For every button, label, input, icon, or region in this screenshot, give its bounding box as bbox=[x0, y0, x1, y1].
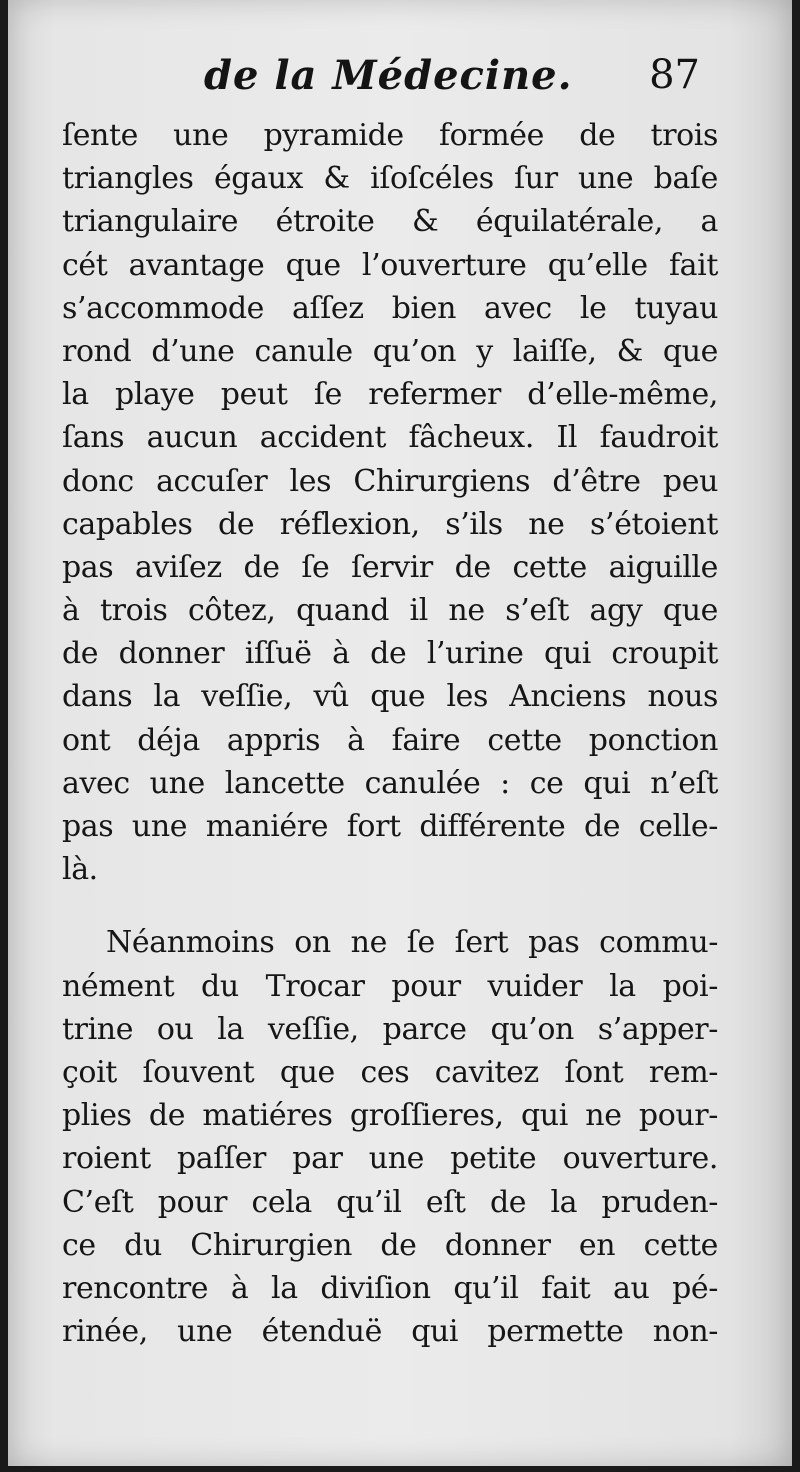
text-line: là. bbox=[62, 852, 98, 888]
text-line: donc accuſer les Chirurgiens d’être peu bbox=[62, 463, 718, 499]
text-line: rond d’une canule qu’on y laiſſe, & que bbox=[62, 333, 718, 369]
paragraph bbox=[62, 921, 718, 1353]
text-line: pas une maniére fort différente de celle- bbox=[62, 809, 718, 844]
text-line: roient paſſer par une petite ouverture. bbox=[62, 1141, 718, 1177]
text-line: plies de matiéres groſſieres, qui ne pour- bbox=[62, 1098, 718, 1134]
text-line: ont déja appris à faire cette ponction bbox=[62, 722, 718, 758]
running-title: de la Médecine. bbox=[204, 52, 573, 99]
paragraph bbox=[62, 114, 718, 891]
text-line: ſente une pyramide formée de trois bbox=[62, 118, 718, 153]
text-line: triangles égaux & iſoſcéles ſur une baſe bbox=[62, 161, 718, 197]
body-text bbox=[62, 114, 718, 1353]
paragraph-gap bbox=[62, 891, 718, 921]
text-line: avec une lancette canulée : ce qui n’eſt bbox=[62, 765, 718, 801]
text-line: s’accommode aſſez bien avec le tuyau bbox=[62, 290, 718, 326]
text-line: ce du Chirurgien de donner en cette bbox=[62, 1227, 718, 1263]
text-line: ſans aucun accident fâcheux. Il faudroit bbox=[62, 420, 718, 456]
text-line: la playe peut ſe refermer d’elle-même, bbox=[62, 377, 718, 413]
page-number: 87 bbox=[649, 52, 700, 98]
text-line: C’eſt pour cela qu’il eſt de la pruden- bbox=[62, 1184, 718, 1220]
text-line: triangulaire étroite & équilatérale, a bbox=[62, 204, 718, 240]
text-line: Néanmoins on ne ſe ſert pas commu- bbox=[106, 925, 718, 961]
text-line: rinée, une étenduë qui permette non- bbox=[62, 1314, 718, 1350]
text-line: rencontre à la diviſion qu’il fait au pé- bbox=[62, 1270, 718, 1306]
text-line: trine ou la veſſie, parce qu’on s’apper- bbox=[62, 1011, 718, 1047]
text-line: dans la veſſie, vû que les Anciens nous bbox=[62, 679, 718, 715]
text-line: nément du Trocar pour vuider la poi- bbox=[62, 968, 718, 1004]
text-line: çoit ſouvent que ces cavitez ſont rem- bbox=[62, 1054, 718, 1090]
text-line: capables de réflexion, s’ils ne s’étoient bbox=[62, 506, 718, 542]
text-line: de donner iſſuë à de l’urine qui croupit bbox=[62, 636, 718, 672]
page-header bbox=[8, 52, 792, 102]
text-line: pas aviſez de ſe ſervir de cette aiguille bbox=[62, 549, 718, 585]
text-line: cét avantage que l’ouverture qu’elle fait bbox=[62, 247, 718, 283]
book-page bbox=[8, 0, 792, 1466]
text-line: à trois côtez, quand il ne s’eſt agy que bbox=[62, 593, 718, 629]
